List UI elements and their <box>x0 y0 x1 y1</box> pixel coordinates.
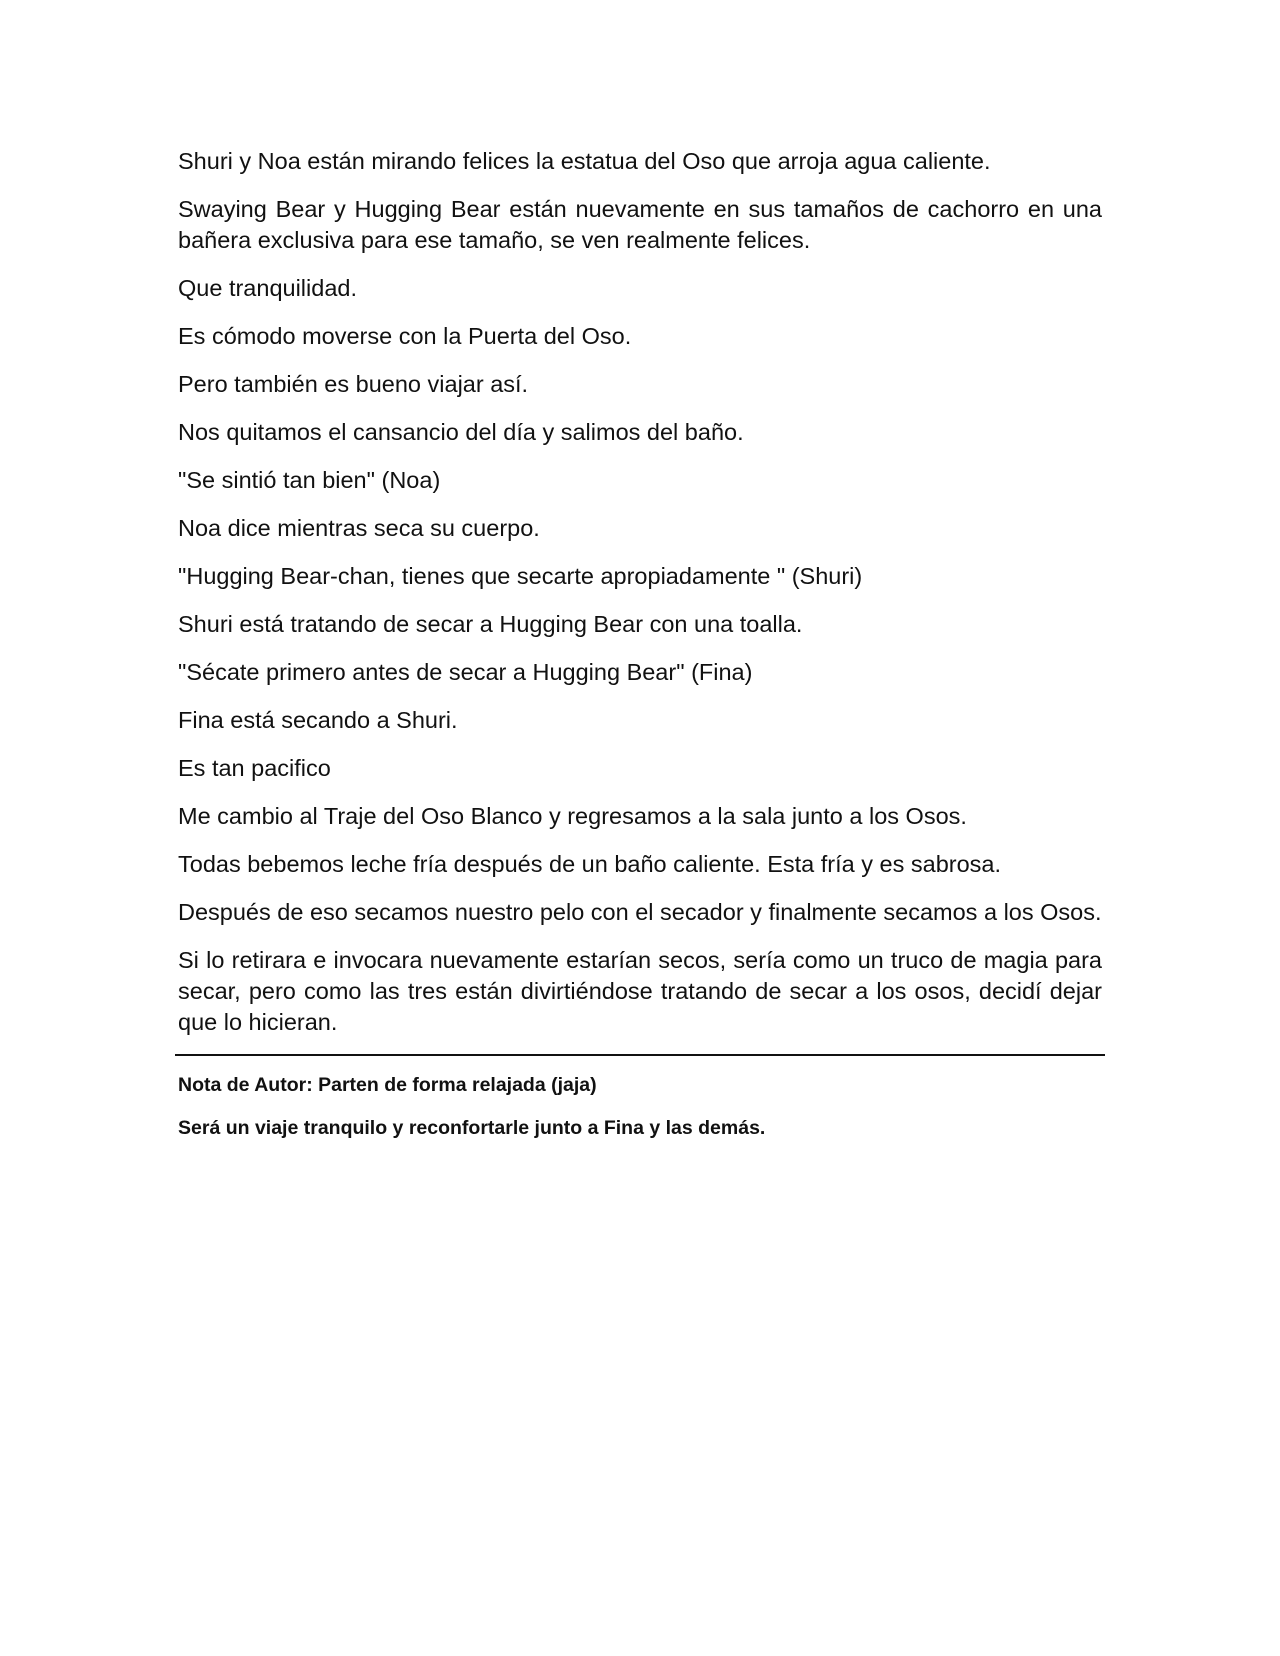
paragraph: Shuri y Noa están mirando felices la estatua del Oso que arroja agua caliente. <box>178 148 991 174</box>
paragraph: Nos quitamos el cansancio del día y salimos del baño. <box>178 419 744 445</box>
paragraph: Es tan pacifico <box>178 755 331 781</box>
paragraph: "Hugging Bear-chan, tienes que secarte apropiadamente " (Shuri) <box>178 563 863 589</box>
author-note-line: Será un viaje tranquilo y reconfortarle junto a Fina y las demás. <box>178 1117 766 1139</box>
paragraph: Que tranquilidad. <box>178 275 357 301</box>
paragraph: Noa dice mientras seca su cuerpo. <box>178 515 540 541</box>
section-divider <box>175 1054 1105 1056</box>
paragraph: Es cómodo moverse con la Puerta del Oso. <box>178 323 632 349</box>
paragraph: "Se sintió tan bien" (Noa) <box>178 467 441 493</box>
paragraph: Fina está secando a Shuri. <box>178 707 458 733</box>
author-note-line: Nota de Autor: Parten de forma relajada (jaja) <box>178 1074 597 1096</box>
paragraph: "Sécate primero antes de secar a Hugging Bear" (Fina) <box>178 659 753 685</box>
paragraph: Shuri está tratando de secar a Hugging Bear con una toalla. <box>178 611 803 637</box>
paragraph: Swaying Bear y Hugging Bear están nuevamente en sus tamaños de cachorro en una bañera exclusiva para ese tamaño, se ven realmente felices. <box>178 196 1102 253</box>
paragraph: Todas bebemos leche fría después de un baño caliente. Esta fría y es sabrosa. <box>178 851 1002 877</box>
paragraph: Si lo retirara e invocara nuevamente estarían secos, sería como un truco de magia para secar, pero como las tres están divirtiéndose tratando de secar a los osos, decidí dejar que lo hicieran. <box>178 947 1102 1035</box>
author-note <box>178 1072 1102 1141</box>
paragraph: Después de eso secamos nuestro pelo con el secador y finalmente secamos a los Osos. <box>178 899 1102 925</box>
story-body <box>178 146 1102 1038</box>
document-page <box>178 146 1102 1158</box>
paragraph: Pero también es bueno viajar así. <box>178 371 529 397</box>
paragraph: Me cambio al Traje del Oso Blanco y regresamos a la sala junto a los Osos. <box>178 803 967 829</box>
